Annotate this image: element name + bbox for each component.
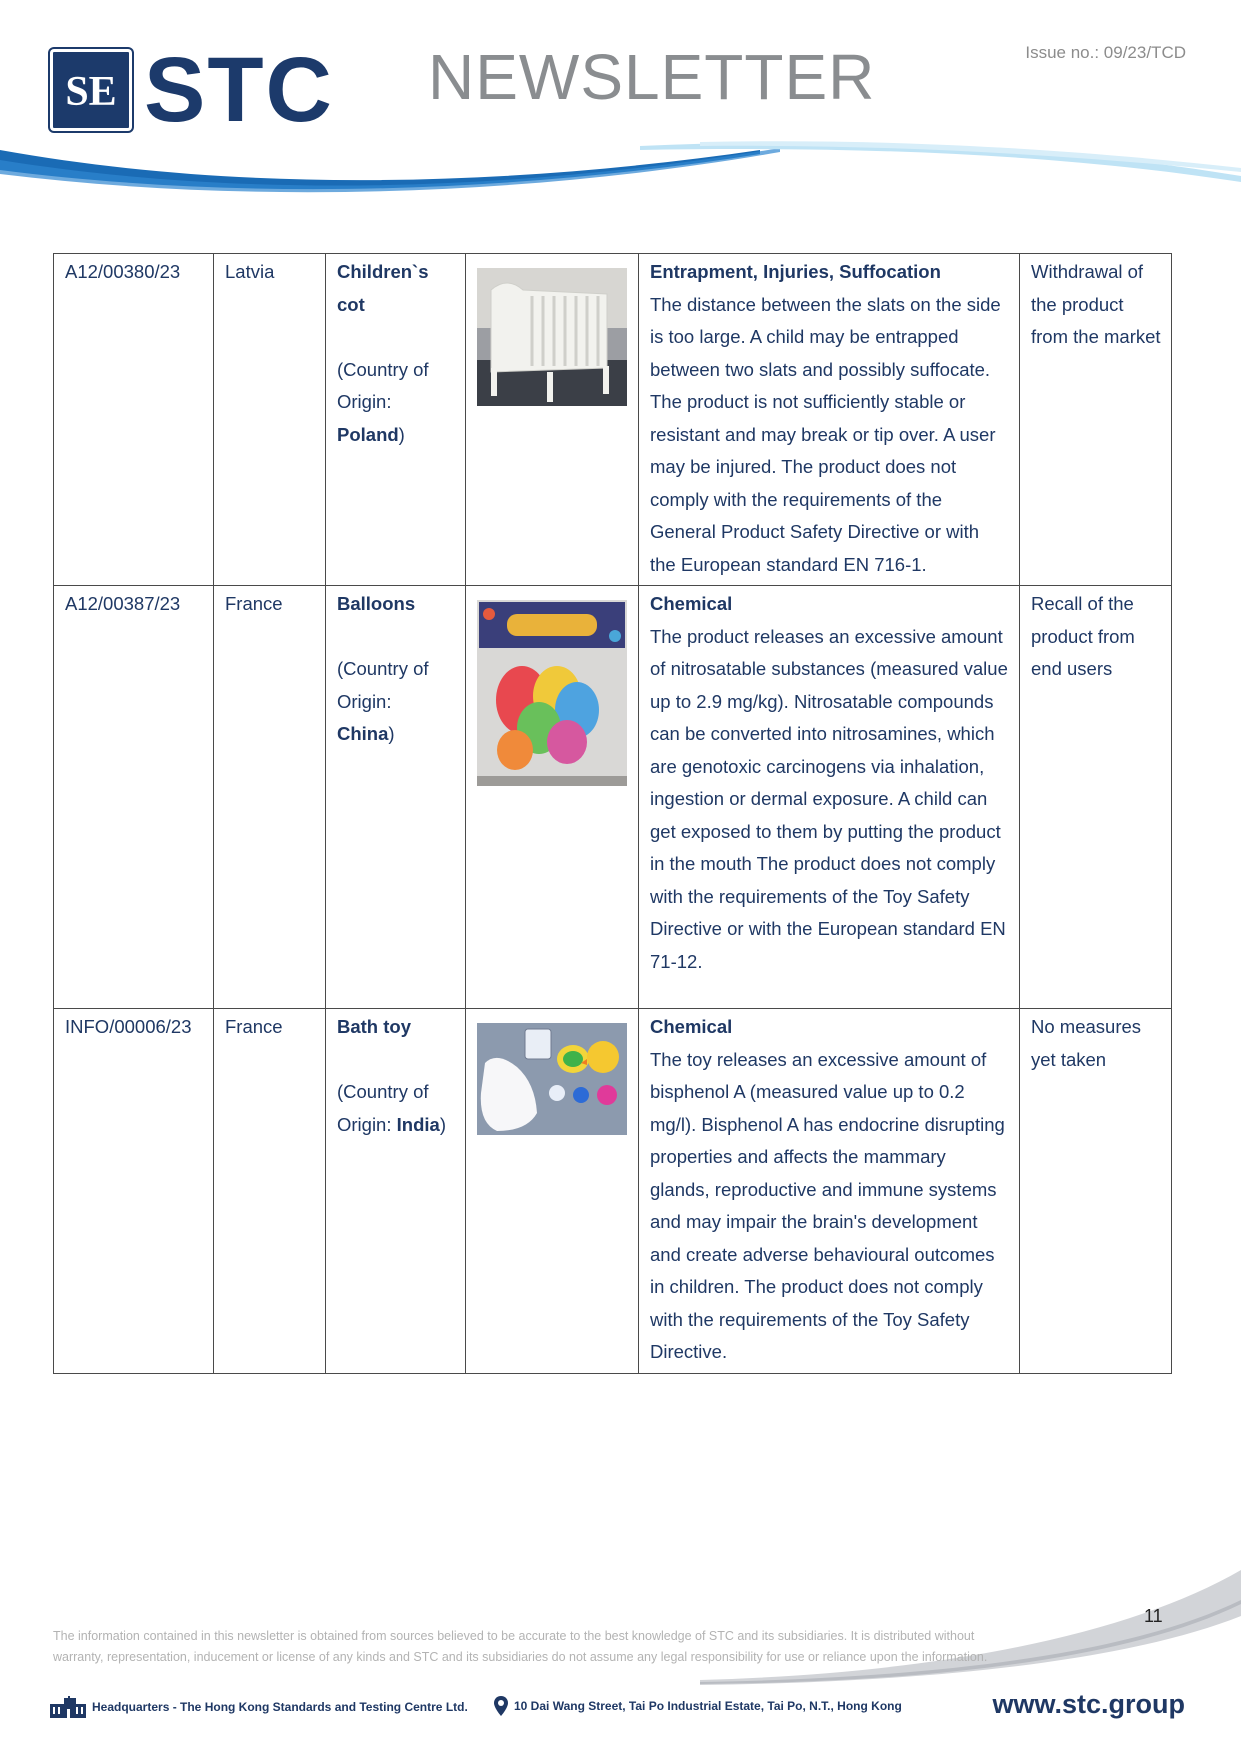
risk-description: The distance between the slats on the side is too large. A child may be entrapped between two slats and possibly suffocate. The product is not sufficiently stable or resistant and may break or tip over. A user may be injured. The product does not comply with the requirements of the General Product Safety Directive or with the European standard EN 716-1. <box>650 293 1001 575</box>
childrens-cot-photo <box>477 268 627 406</box>
origin-label: (Country of <box>337 1081 429 1102</box>
risk-description: The product releases an excessive amount of nitrosatable substances (measured value up to 2.9 mg/kg). Nitrosatable compounds can be converted into nitrosamines, which are genotoxic carcinogens via inhalation, ingestion or dermal exposure. A child can get exposed to them by putting the product in the mouth The product does not comply with the requirements of the Toy Safety Directive or with the European standard EN 71-12. <box>650 625 1008 972</box>
notifying-country: France <box>214 1009 326 1374</box>
notification-ref: A12/00387/23 <box>54 586 214 1009</box>
building-icon <box>50 1696 86 1718</box>
risk-type: Chemical <box>650 1016 733 1037</box>
address-text: 10 Dai Wang Street, Tai Po Industrial Estate, Tai Po, N.T., Hong Kong <box>514 1699 902 1713</box>
product-image-cell <box>466 586 639 1009</box>
notification-ref: INFO/00006/23 <box>54 1009 214 1374</box>
bath-toy-photo <box>477 1023 627 1135</box>
notifying-country: France <box>214 586 326 1009</box>
logo-text: STC <box>144 39 334 141</box>
product-image-cell <box>466 254 639 586</box>
origin-country: India <box>396 1113 440 1135</box>
risk-cell <box>639 254 1020 586</box>
origin-label: Origin: <box>337 690 392 712</box>
risk-cell <box>639 1009 1020 1374</box>
disclaimer-text: The information contained in this newsletter is obtained from sources believed to be accurate to the best knowledge of STC and its subsidiaries. It is distributed without warranty, representation, inducement or license of any kinds and STC and its subsidiaries do not assume any legal responsibility for use or reliance upon the information. <box>53 1629 988 1664</box>
origin-label: (Country of <box>337 658 429 679</box>
table-row <box>54 586 1172 1009</box>
location-pin-icon <box>494 1696 508 1716</box>
product-name: Balloons <box>337 593 416 614</box>
recall-table <box>53 253 1172 1374</box>
risk-type: Chemical <box>650 593 733 614</box>
address-info <box>494 1696 902 1716</box>
product-cell: Children`s cot (Country of Origin: Poland) <box>326 254 466 586</box>
origin-label: (Country of <box>337 358 429 380</box>
stc-logo <box>50 39 334 141</box>
product-image-cell <box>466 1009 639 1374</box>
risk-type: Entrapment, Injuries, Suffocation <box>650 261 941 282</box>
risk-cell <box>639 586 1020 1009</box>
table-row <box>54 1009 1172 1374</box>
product-name: Children`s <box>337 261 429 282</box>
balloons-photo <box>477 600 627 786</box>
issue-number: Issue no.: 09/23/TCD <box>1025 43 1186 62</box>
newsletter-title: NEWSLETTER <box>428 41 876 113</box>
svg-text:SE: SE <box>65 69 117 115</box>
risk-description: The toy releases an excessive amount of bisphenol A (measured value up to 0.2 mg/l). Bisphenol A has endocrine disrupting properties and affects the mammary glands, reproductive and immune systems and may impair the brain's development and create adverse behavioural outcomes in children. The product does not comply with the requirements of the Toy Safety Directive. <box>650 1048 1005 1362</box>
product-cell: Balloons (Country of Origin: China) <box>326 586 466 1009</box>
table-row <box>54 254 1172 586</box>
product-name: Bath toy <box>337 1016 411 1037</box>
origin-label: Origin: <box>337 1113 392 1135</box>
product-name: cot <box>337 293 365 315</box>
website-link[interactable]: www.stc.group <box>992 1689 1185 1719</box>
measures-taken: No measures yet taken <box>1020 1009 1172 1374</box>
origin-country: China <box>337 723 389 744</box>
headquarters-info <box>50 1696 468 1718</box>
measures-taken: Withdrawal of the product from the market <box>1020 254 1172 586</box>
notifying-country: Latvia <box>214 254 326 586</box>
headquarters-text: Headquarters - The Hong Kong Standards and Testing Centre Ltd. <box>92 1700 468 1714</box>
notification-ref: A12/00380/23 <box>54 254 214 586</box>
measures-taken: Recall of the product from end users <box>1020 586 1172 1009</box>
logo-mark-icon <box>50 49 132 131</box>
origin-country: Poland <box>337 423 399 445</box>
origin-label: Origin: <box>337 391 392 412</box>
product-cell: Bath toy (Country of Origin: India) <box>326 1009 466 1374</box>
page-number: 11 <box>1144 1606 1163 1626</box>
header-wave-decoration <box>0 140 1241 200</box>
